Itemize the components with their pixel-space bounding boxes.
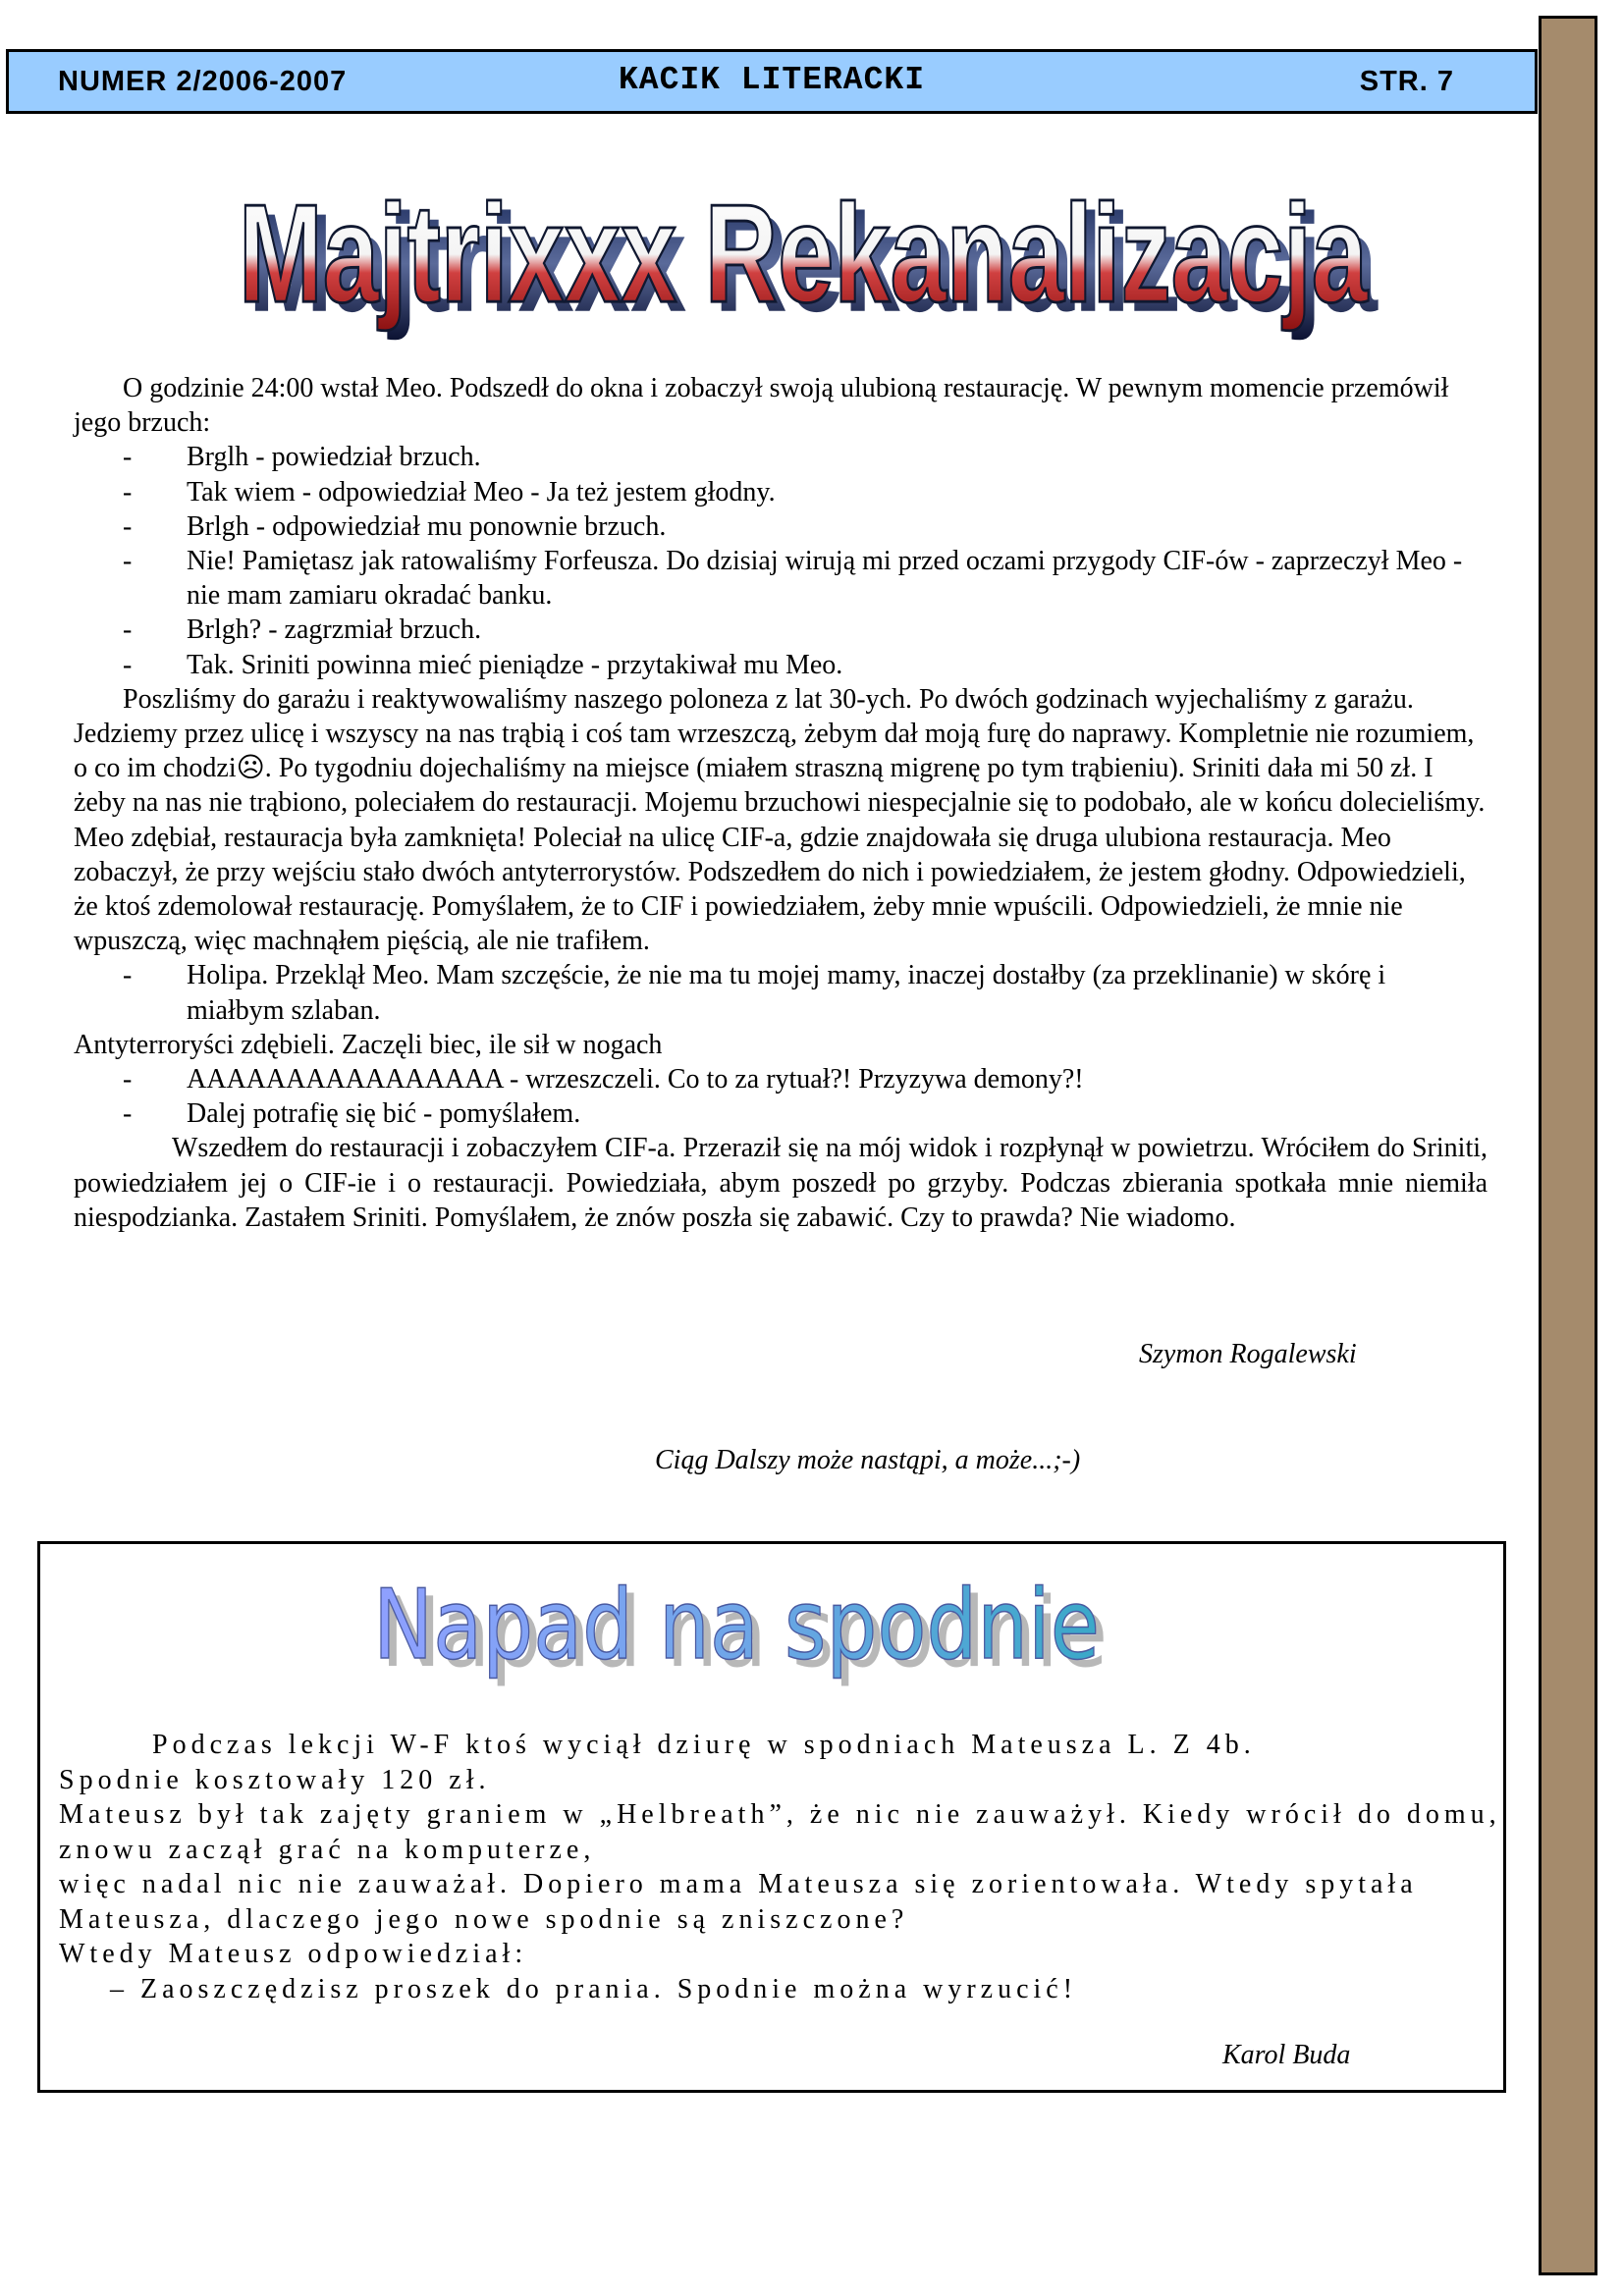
story-author: Szymon Rogalewski (1139, 1339, 1357, 1369)
dialogue-line (74, 475, 1488, 509)
dialogue-text: Dalej potrafię się bić - pomyślałem. (187, 1098, 581, 1130)
dialogue-text: Holipa. Przeklął Meo. Mam szczęście, że nie ma tu mojej mamy, inaczej dostałby (za przeklinanie) w skórę i miałbym szlaban. (187, 960, 1386, 1026)
story-paragraph: Antyterroryści zdębieli. Zaczęli biec, ile sił w nogach (74, 1029, 663, 1060)
second-story-title-wordart (363, 1566, 1129, 1713)
page-number: STR. 7 (1359, 66, 1454, 97)
dash-marker: - (123, 960, 133, 991)
dialogue-text: Brlgh? - zagrzmiał brzuch. (187, 614, 482, 646)
page-header (6, 49, 1538, 114)
dialogue-text: Brglh - powiedział brzuch. (187, 442, 481, 473)
story-title: Majtrixxx Rekanalizacja (239, 176, 1370, 333)
second-story-line: więc nadal nic nie zauważał. Dopiero mama Mateusza się zorientowała. Wtedy spytała Mateusza, dlaczego jego nowe spodnie są zniszczone? (59, 1869, 1418, 1935)
dialogue-line (74, 509, 1488, 544)
story-paragraph: Wszedłem do restauracji i zobaczyłem CIF-a. Przeraził się na mój widok i rozpłynął w powietrzu. Wróciłem do Sriniti, powiedziałem jej o CIF-ie i o restauracji. Powiedziała, abym poszedł po grzyby. Podczas zbierania spotkała mnie niemiła niespodzianka. Zastałem Sriniti. Pomyślałem, że znów poszła się zabawić. Czy to prawda? Nie wiadomo. (74, 1133, 1488, 1233)
story-title-wordart (231, 165, 1399, 342)
dash-marker: - (123, 1098, 133, 1130)
second-story-author: Karol Buda (1222, 2040, 1351, 2070)
second-story-body (59, 1728, 1502, 2006)
dash-marker: - (123, 546, 133, 577)
second-story-title-shadow: Napad na spodnie (381, 1577, 1108, 1689)
dialogue-line (74, 440, 1488, 474)
story-title-shadow: Majtrixxx Rekanalizacja (248, 186, 1380, 342)
dash-marker: - (123, 649, 133, 680)
story-body (74, 371, 1488, 1235)
section-title: KACIK LITERACKI (618, 62, 926, 98)
second-story-line: Podczas lekcji W-F ktoś wyciął dziurę w spodniach Mateusza L. Z 4b. (152, 1730, 1256, 1760)
dialogue-line (74, 958, 1488, 1027)
dialogue-line (74, 544, 1488, 613)
dialogue-line (74, 1096, 1488, 1131)
dialogue-text: Tak. Sriniti powinna mieć pieniądze - przytakiwał mu Meo. (187, 649, 843, 680)
second-story-line: Wtedy Mateusz odpowiedział: (59, 1939, 528, 1969)
story-paragraph: Poszliśmy do garażu i reaktywowaliśmy naszego poloneza z lat 30-ych. Po dwóch godzinach wyjechaliśmy z garażu. Jedziemy przez ulicę i wszyscy na nas trąbią i coś tam wrzeszczą, żebym dał moją furę do naprawy. Kompletnie nie rozumiem, o co im chodzi☹. Po tygodniu dojechaliśmy na miejsce (miałem straszną migrenę po tym trąbieniu). Sriniti dała mi 50 zł. I żeby na nas nie trąbiono, poleciałem do restauracji. Mojemu brzuchowi niespecjalnie się to podobało, ale w końcu dolecieliśmy. Meo zdębiał, restauracja była zamknięta! Poleciał na ulicę CIF-a, gdzie znajdowała się druga ulubiona restauracja. Meo zobaczył, że przy wejściu stało dwóch antyterrorystów. Podszedłem do nich i powiedziałem, że jestem głodny. Odpowiedzieli, że ktoś zdemolował restaurację. Pomyślałem, że to CIF i powiedziałem, żeby mnie wpuścili. Odpowiedzieli, że mnie nie wpuszczą, więc machnąłem pięścią, ale nie trafiłem. (74, 683, 1486, 957)
dialogue-line (74, 648, 1488, 682)
dialogue-text: Nie! Pamiętasz jak ratowaliśmy Forfeusza. Do dzisiaj wirują mi przed oczami przygody CIF-ów - zaprzeczył Meo - nie mam zamiaru okradać banku. (187, 546, 1463, 612)
issue-number: NUMER 2/2006-2007 (58, 66, 348, 97)
second-story-line: Spodnie kosztowały 120 zł. (59, 1764, 491, 1795)
continued-note: Ciąg Dalszy może nastąpi, a może...;-) (655, 1445, 1081, 1475)
dialogue-text: Brlgh - odpowiedział mu ponownie brzuch. (187, 510, 667, 542)
dash-marker: - (123, 510, 133, 542)
dash-marker: - (123, 614, 133, 646)
second-story-line: – Zaoszczędzisz proszek do prania. Spodnie można wyrzucić! (110, 1973, 1078, 2004)
dialogue-text: AAAAAAAAAAAAAAAA - wrzeszczeli. Co to za rytuał?! Przyzywa demony?! (187, 1064, 1084, 1095)
second-story-title: Napad na spodnie (373, 1570, 1100, 1682)
dialogue-line (74, 1062, 1488, 1096)
dash-marker: - (123, 1064, 133, 1095)
dialogue-line (74, 613, 1488, 647)
dash-marker: - (123, 476, 133, 507)
story-paragraph: O godzinie 24:00 wstał Meo. Podszedł do okna i zobaczył swoją ulubioną restaurację. W pewnym momencie przemówił jego brzuch: (74, 373, 1449, 439)
dash-marker: - (123, 442, 133, 473)
page-side-bar (1539, 16, 1597, 2275)
dialogue-text: Tak wiem - odpowiedział Meo - Ja też jestem głodny. (187, 476, 776, 507)
second-story-line: Mateusz był tak zajęty graniem w „Helbreath”, że nic nie zauważył. Kiedy wrócił do domu, znowu zaczął grać na komputerze, (59, 1799, 1501, 1865)
